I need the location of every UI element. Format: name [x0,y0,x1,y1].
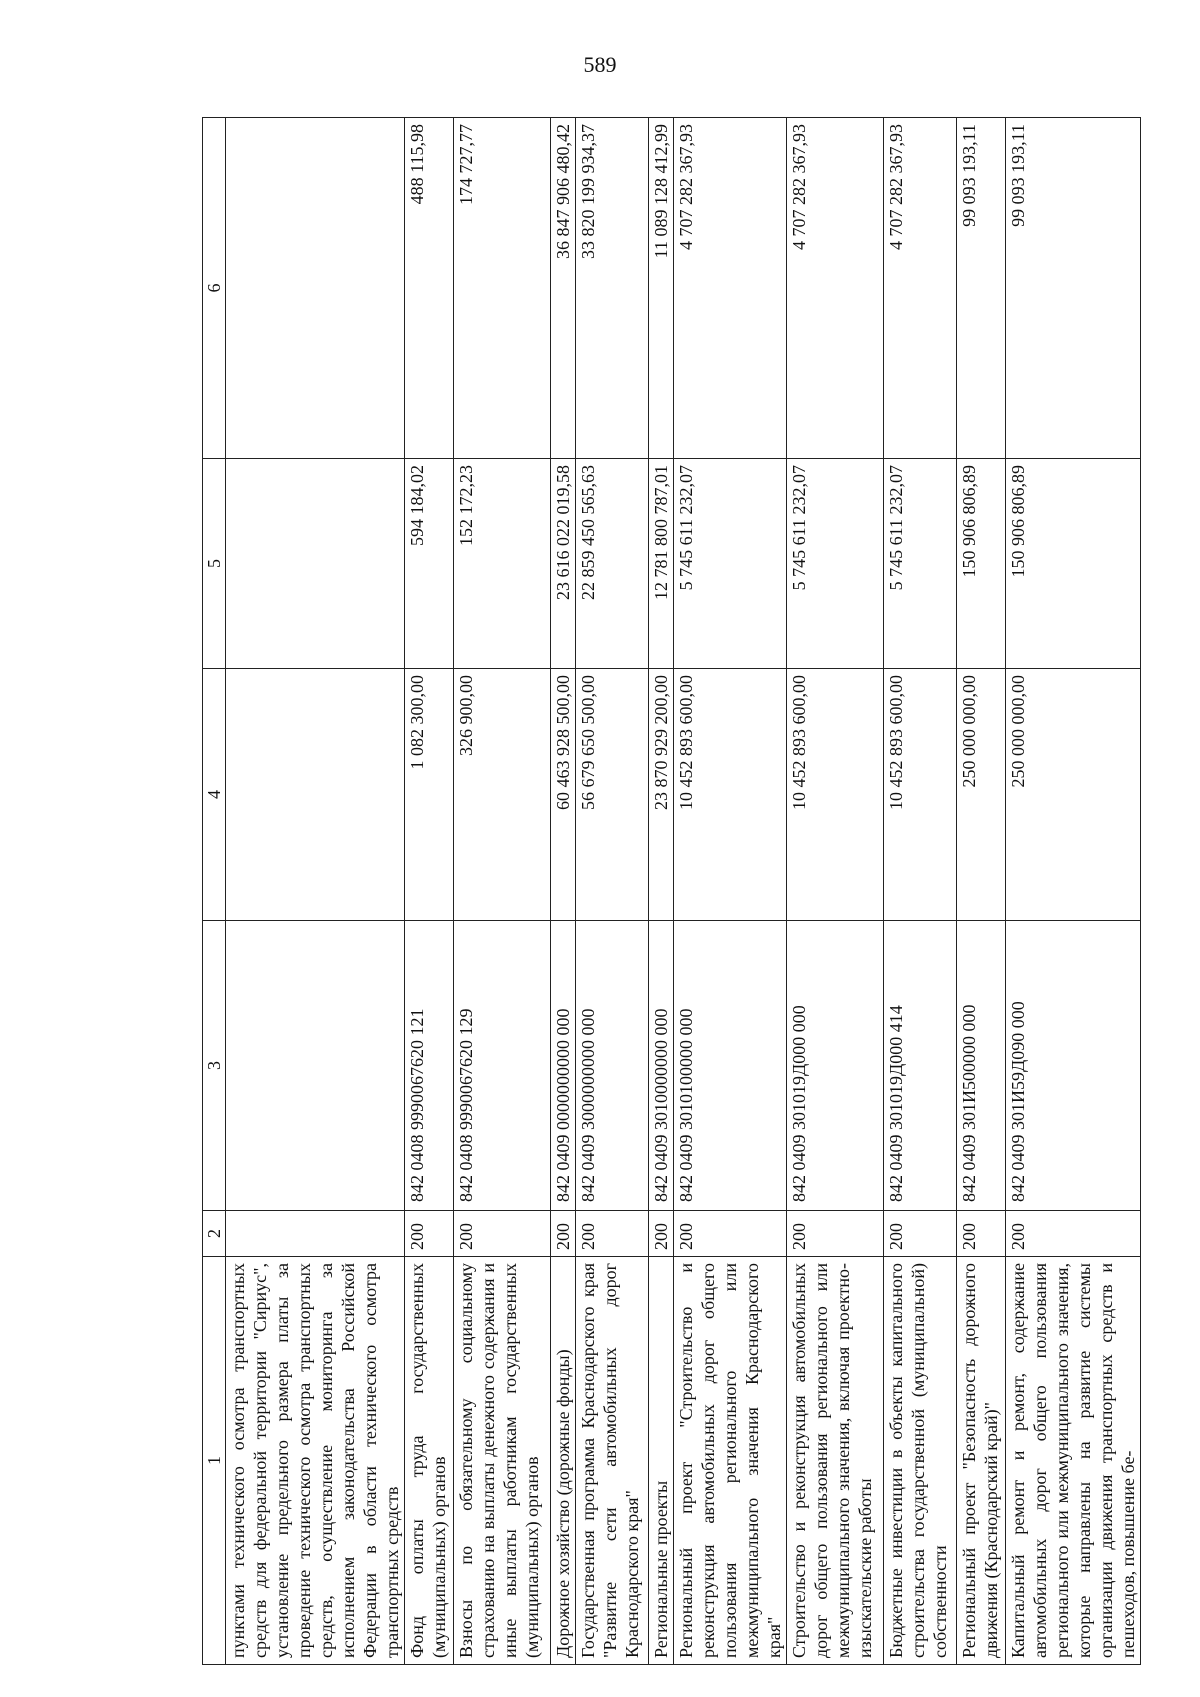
table-row [405,118,454,1665]
row-col2 [226,1211,405,1257]
row-col2: 200 [787,1211,884,1257]
row-value-6: 99 093 193,11 [957,118,1006,459]
row-value-4: 10 452 893 600,00 [674,669,787,921]
row-col2: 200 [1006,1211,1141,1257]
row-value-6: 4 707 282 367,93 [674,118,787,459]
row-value-6: 36 847 906 480,42 [551,118,576,459]
row-value-6: 4 707 282 367,93 [787,118,884,459]
row-name: Государственная программа Краснодарского края "Развитие сети автомобильных дорог Краснодарского края" [576,1257,649,1665]
col-header-3: 3 [203,921,226,1211]
row-value-5: 5 745 611 232,07 [884,459,957,669]
table-row [957,118,1006,1665]
row-value-5: 150 906 806,89 [1006,459,1141,669]
row-code: 842 0409 3010000000 000 [649,921,674,1211]
row-value-4: 56 679 650 500,00 [576,669,649,921]
row-value-5: 5 745 611 232,07 [787,459,884,669]
row-value-6: 99 093 193,11 [1006,118,1141,459]
row-name: Капитальный ремонт и ремонт, содержание автомобильных дорог общего пользования регионального или межмуниципального значения, которые направлены на развитие системы организации движения транспортных средств и пешеходов, повышение бе- [1006,1257,1141,1665]
row-value-6: 488 115,98 [405,118,454,459]
budget-table [202,117,1141,1665]
row-value-5: 12 781 800 787,01 [649,459,674,669]
table-row [551,118,576,1665]
row-code: 842 0409 301И59Д090 000 [1006,921,1141,1211]
row-name: пунктами технического осмотра транспортных средств для федеральной территории "Сириус", установление предельного размера платы за проведение технического осмотра транспортных средств, осуществление мониторинга за исполнением законодательства Российской Федерации в области технического осмотра транспортных средств [226,1257,405,1665]
table-row [1006,118,1141,1665]
table-row [226,118,405,1665]
row-code: 842 0409 301019Д000 414 [884,921,957,1211]
row-value-4: 10 452 893 600,00 [787,669,884,921]
row-value-5 [226,459,405,669]
table-row [674,118,787,1665]
row-value-5: 150 906 806,89 [957,459,1006,669]
row-value-5: 5 745 611 232,07 [674,459,787,669]
col-header-5: 5 [203,459,226,669]
row-code: 842 0409 0000000000 000 [551,921,576,1211]
row-col2: 200 [957,1211,1006,1257]
header-row [203,118,226,1665]
row-value-4: 1 082 300,00 [405,669,454,921]
row-code: 842 0409 3000000000 000 [576,921,649,1211]
row-value-4: 250 000 000,00 [957,669,1006,921]
page-number: 589 [583,52,617,77]
rotated-table-container [202,118,1138,1665]
table-row [576,118,649,1665]
row-col2: 200 [884,1211,957,1257]
row-col2: 200 [576,1211,649,1257]
col-header-4: 4 [203,669,226,921]
row-name: Региональный проект "Безопасность дорожного движения (Краснодарский край)" [957,1257,1006,1665]
row-value-4: 250 000 000,00 [1006,669,1141,921]
row-name: Региональный проект "Строительство и реконструкция автомобильных дорог общего пользования регионального или межмуниципального значения Краснодарского края" [674,1257,787,1665]
row-value-4: 60 463 928 500,00 [551,669,576,921]
row-value-4: 326 900,00 [454,669,551,921]
row-code: 842 0409 3010100000 000 [674,921,787,1211]
row-value-5: 594 184,02 [405,459,454,669]
row-col2: 200 [649,1211,674,1257]
row-col2: 200 [405,1211,454,1257]
row-name: Дорожное хозяйство (дорожные фонды) [551,1257,576,1665]
row-code: 842 0408 9990067620 129 [454,921,551,1211]
row-name: Фонд оплаты труда государственных (муниципальных) органов [405,1257,454,1665]
row-name: Строительство и реконструкция автомобильных дорог общего пользования регионального или межмуниципального значения, включая проектно-изыскательские работы [787,1257,884,1665]
row-code: 842 0408 9990067620 121 [405,921,454,1211]
row-name: Взносы по обязательному социальному страхованию на выплаты денежного содержания и иные выплаты работникам государственных (муниципальных) органов [454,1257,551,1665]
row-value-4 [226,669,405,921]
row-code [226,921,405,1211]
row-code: 842 0409 301И500000 000 [957,921,1006,1211]
row-value-6: 33 820 199 934,37 [576,118,649,459]
row-col2: 200 [551,1211,576,1257]
table-row [454,118,551,1665]
row-value-5: 22 859 450 565,63 [576,459,649,669]
row-code: 842 0409 301019Д000 000 [787,921,884,1211]
row-col2: 200 [674,1211,787,1257]
row-name: Региональные проекты [649,1257,674,1665]
row-value-5: 23 616 022 019,58 [551,459,576,669]
row-value-6: 174 727,77 [454,118,551,459]
row-name: Бюджетные инвестиции в объекты капитального строительства государственной (муниципальной) собственности [884,1257,957,1665]
col-header-6: 6 [203,118,226,459]
row-value-6: 11 089 128 412,99 [649,118,674,459]
col-header-1: 1 [203,1257,226,1665]
table-row [787,118,884,1665]
row-value-6 [226,118,405,459]
row-value-4: 10 452 893 600,00 [884,669,957,921]
row-value-6: 4 707 282 367,93 [884,118,957,459]
row-value-5: 152 172,23 [454,459,551,669]
row-value-4: 23 870 929 200,00 [649,669,674,921]
table-row [884,118,957,1665]
row-col2: 200 [454,1211,551,1257]
col-header-2: 2 [203,1211,226,1257]
table-row [649,118,674,1665]
